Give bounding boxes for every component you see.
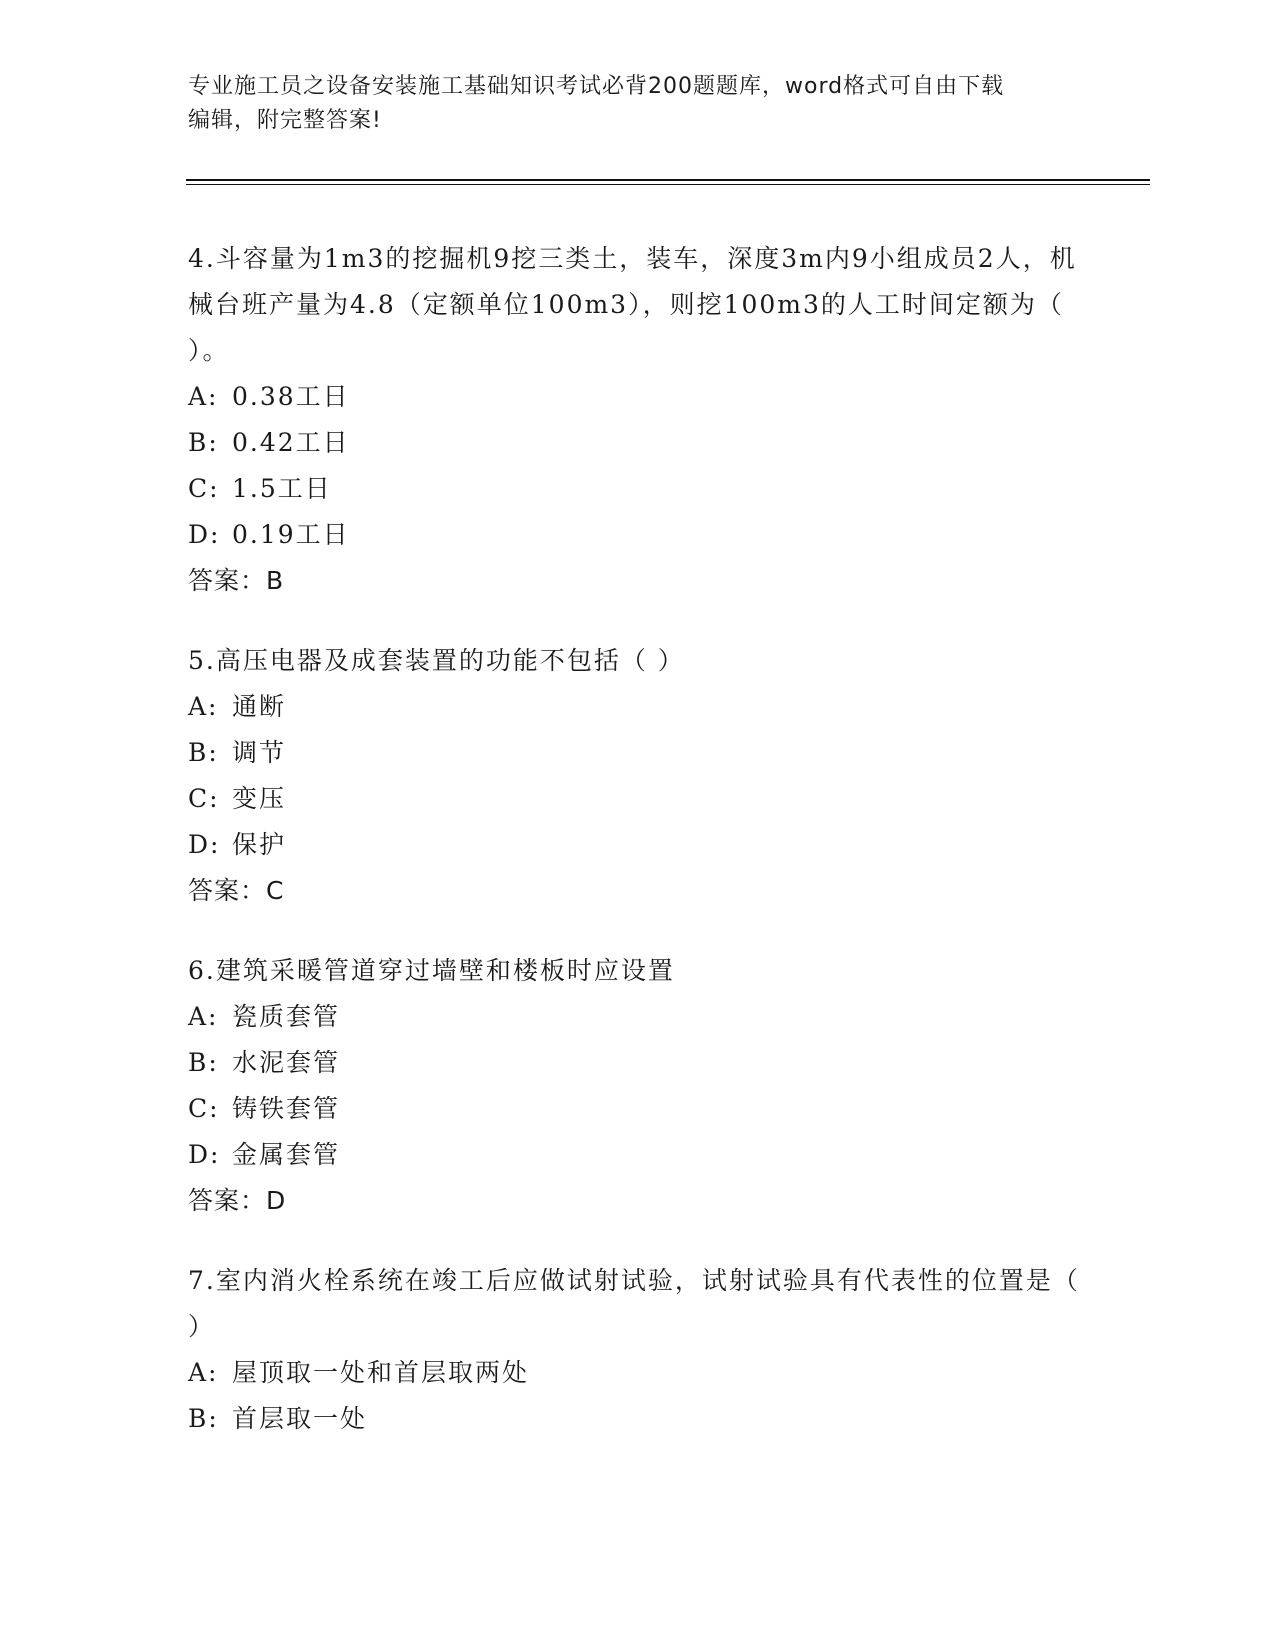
header-line-2: 编辑，附完整答案! <box>188 108 382 133</box>
option-text: 铸铁套管 <box>232 1094 341 1123</box>
question-5 <box>188 638 1088 914</box>
question-4 <box>188 236 1088 604</box>
option-b <box>188 1040 1088 1086</box>
option-d <box>188 512 1088 558</box>
option-text: 金属套管 <box>232 1140 341 1169</box>
option-key: C: <box>188 474 220 503</box>
option-c <box>188 776 1088 822</box>
option-text: 屋顶取一处和首层取两处 <box>232 1358 530 1387</box>
option-b <box>188 420 1088 466</box>
option-a <box>188 1350 1088 1396</box>
option-key: A: <box>188 382 219 411</box>
question-stem: 5.高压电器及成套装置的功能不包括（ ） <box>188 646 685 675</box>
header-divider-thick <box>186 179 1150 181</box>
option-key: A: <box>188 1002 219 1031</box>
answer-line: 答案：B <box>188 566 285 595</box>
option-key: D: <box>188 1140 221 1169</box>
option-d <box>188 822 1088 868</box>
option-d <box>188 1132 1088 1178</box>
question-stem: 4.斗容量为1m3的挖掘机9挖三类土，装车，深度3m内9小组成员2人，机械台班产量为4.8（定额单位100m3），则挖100m3的人工时间定额为（ ）。 <box>188 244 1077 365</box>
option-text: 调节 <box>232 738 287 767</box>
option-text: 0.38工日 <box>232 382 350 411</box>
option-key: B: <box>188 1048 219 1077</box>
option-a <box>188 994 1088 1040</box>
option-key: A: <box>188 1358 219 1387</box>
option-key: B: <box>188 428 219 457</box>
option-a <box>188 374 1088 420</box>
answer-line: 答案：D <box>188 1186 287 1215</box>
option-key: C: <box>188 1094 220 1123</box>
option-text: 瓷质套管 <box>232 1002 341 1031</box>
option-key: B: <box>188 1404 219 1433</box>
option-key: C: <box>188 784 220 813</box>
answer-line: 答案：C <box>188 876 285 905</box>
option-text: 变压 <box>232 784 287 813</box>
option-text: 0.42工日 <box>232 428 350 457</box>
option-key: D: <box>188 520 221 549</box>
question-list <box>188 236 1088 1476</box>
option-key: D: <box>188 830 221 859</box>
option-key: B: <box>188 738 219 767</box>
option-a <box>188 684 1088 730</box>
header-line-1: 专业施工员之设备安装施工基础知识考试必背200题题库，word格式可自由下载 <box>188 74 1005 99</box>
option-key: A: <box>188 692 219 721</box>
option-b <box>188 730 1088 776</box>
option-text: 1.5工日 <box>232 474 332 503</box>
option-text: 0.19工日 <box>232 520 350 549</box>
document-header <box>188 70 1088 138</box>
question-7 <box>188 1258 1088 1442</box>
option-c <box>188 466 1088 512</box>
option-text: 水泥套管 <box>232 1048 341 1077</box>
question-6 <box>188 948 1088 1224</box>
option-b <box>188 1396 1088 1442</box>
header-divider-thin <box>186 184 1150 185</box>
option-text: 首层取一处 <box>232 1404 368 1433</box>
option-text: 保护 <box>232 830 287 859</box>
question-stem: 6.建筑采暖管道穿过墙壁和楼板时应设置 <box>188 956 675 985</box>
option-text: 通断 <box>232 692 287 721</box>
option-c <box>188 1086 1088 1132</box>
question-stem: 7.室内消火栓系统在竣工后应做试射试验，试射试验具有代表性的位置是（ ） <box>188 1266 1080 1341</box>
